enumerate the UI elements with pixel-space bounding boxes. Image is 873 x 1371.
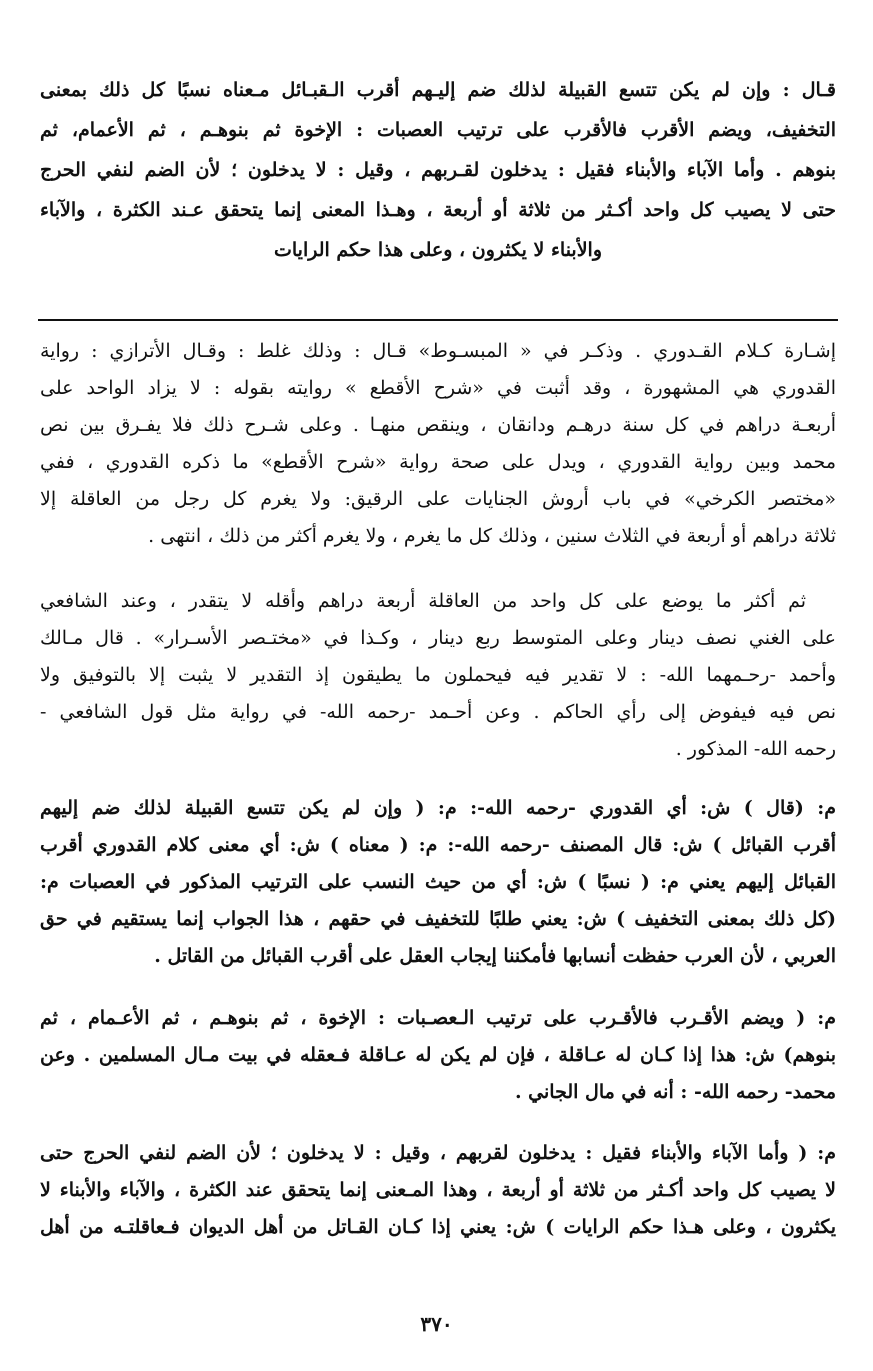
matn-line: حتى لا يصيب كل واحد أكـثر من ثلاثة أو أربعة ، وهـذا المعنى إنما يتحقق عـند الكثرة ، والآباء (40, 199, 836, 221)
text-line: رحمه الله- المذكور . (675, 738, 836, 760)
text-line: «مختصر الكرخي» في باب أروش الجنايات على الرقيق: ولا يغرم كل رجل من العاقلة إلا (40, 488, 836, 510)
matn-line: التخفيف، ويضم الأقرب فالأقرب على ترتيب العصبات : الإخوة ثم بنوهـم ، ثم الأعمام، ثم (40, 119, 836, 141)
separator-rule (38, 319, 838, 321)
matn-line: بنوهم . وأما الآباء والأبناء فقيل : يدخلون لقـربهم ، وقيل : لا يدخلون ؛ لأن الضم لنفي الحرج (40, 159, 836, 181)
text-line: إشـارة كـلام القـدوري . وذكـر في « المبسـوط» قـال : وذلك غلط : وقـال الأترازي : رواية (40, 340, 836, 362)
text-line: محمد وبين رواية القدوري ، ويدل على صحة رواية «شرح الأقطع» ما ذكره القدوري ، ففي (40, 451, 836, 473)
text-line: ثلاثة دراهم أو أربعة في الثلاث سنين ، وذلك كل ما يغرم ، ولا يغرم أكثر من ذلك ، انتهى . (148, 525, 836, 547)
text-line: محمد- رحمه الله- : أنه في مال الجاني . (514, 1081, 836, 1103)
text-line: بنوهم) ش: هذا إذا كـان له عـاقلة ، فإن لم يكن له عـاقلة فـعقله في بيت مـال المسلمين . وعن (40, 1044, 836, 1066)
text-line: يكثرون ، وعلى هـذا حكم الرايات ) ش: يعني إذا كـان القـاتل من أهل الديوان فـعاقلتـه من أهل (40, 1216, 836, 1238)
sharh-paragraph (40, 790, 836, 975)
text-line: على الغني نصف دينار وعلى المتوسط ربع دينار ، وكـذا في «مختـصر الأسـرار» . قال مـالك (40, 627, 836, 649)
text-line: القدوري هي المشهورة ، وقد أثبت في «شرح الأقطع » روايته بقوله : لا يزاد الواحد على (40, 377, 836, 399)
sharh-paragraph (40, 583, 836, 768)
sharh-paragraph (40, 333, 836, 555)
page-number: ٣٧٠ (420, 1312, 453, 1336)
text-line: أربعـة دراهم في كل سنة درهـم ودانقان ، وينقص منهـا . وعلى شـرح ذلك فلا يفـرق بين نص (40, 414, 836, 436)
matn-text (40, 72, 836, 269)
text-line: (كل ذلك بمعنى التخفيف ) ش: يعني طلبًا للتخفيف في حقهم ، هذا الجواب إنما يستقيم في حق (40, 908, 836, 930)
text-line: وأحمد -رحـمهما الله- : لا تقدير فيه فيحملون ما يطيقون إذ التقدير لا يثبت إلا بالتوفيق ولا (40, 664, 836, 686)
text-line: نص فيه فيفوض إلى رأي الحاكم . وعن أحـمد -رحمه الله- في رواية مثل قول الشافعي - (40, 701, 836, 723)
text-line: ثم أكثر ما يوضع على كل واحد من العاقلة أربعة دراهم وأقله لا يتقدر ، وعند الشافعي (40, 590, 806, 612)
text-line: أقرب القبائل ) ش: قال المصنف -رحمه الله-: م: ( معناه ) ش: أي معنى كلام القدوري أقرب (40, 834, 836, 856)
matn-line: والأبناء لا يكثرون ، وعلى هذا حكم الرايات (273, 239, 603, 261)
text-line: القبائل إليهم يعني م: ( نسبًا ) ش: أي من حيث النسب على الترتيب المذكور في العصبات م: (40, 871, 836, 893)
text-line: العربي ، لأن العرب حفظت أنسابها فأمكننا إيجاب العقل على أقرب القبائل من القاتل . (154, 945, 836, 967)
text-line: م: ( وأما الآباء والأبناء فقيل : يدخلون لقربهم ، وقيل : لا يدخلون ؛ لأن الضم لنفي الحرج حتى (40, 1142, 836, 1164)
text-line: م: ( ويضم الأقـرب فالأقـرب على ترتيب الـعصـبات : الإخوة ، ثم بنوهـم ، ثم الأعـمام ، ثم (40, 1007, 836, 1029)
sharh-paragraph (40, 1000, 836, 1111)
text-line: لا يصيب كل واحد أكـثر من ثلاثة أو أربعة ، وهذا المـعنى إنما يتحقق عند الكثرة ، والآباء والأبناء لا (40, 1179, 836, 1201)
matn-line: قـال : وإن لم يكن تتسع القبيلة لذلك ضم إليـهم أقرب الـقبـائل مـعناه نسبًا كل ذلك بمعنى (40, 79, 836, 101)
text-line: م: (قال ) ش: أي القدوري -رحمه الله-: م: ( وإن لم يكن تتسع القبيلة لذلك ضم إليهم (40, 797, 836, 819)
sharh-paragraph (40, 1135, 836, 1246)
